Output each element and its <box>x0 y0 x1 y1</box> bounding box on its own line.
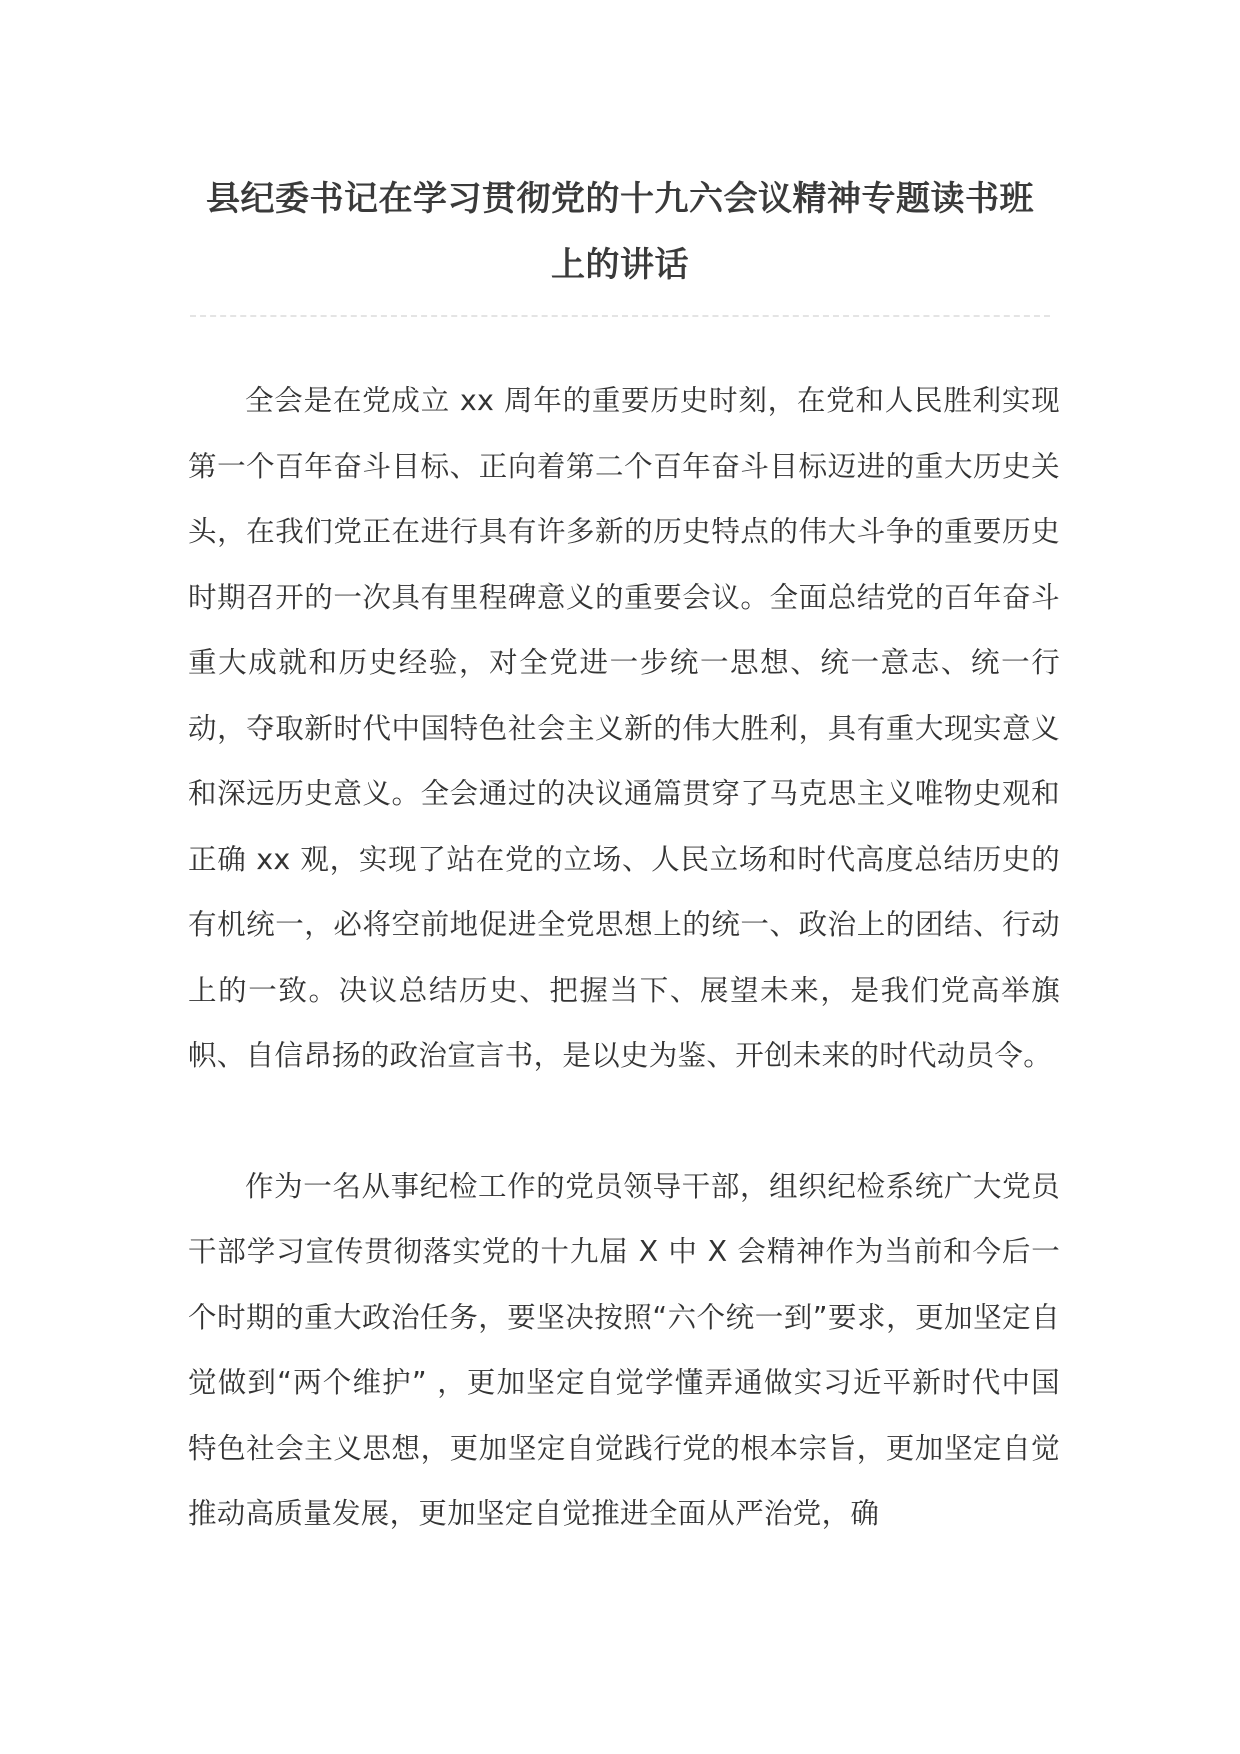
body-paragraph: 全会是在党成立 xx 周年的重要历史时刻，在党和人民胜利实现第一个百年奋斗目标、正向着第二个百年奋斗目标迈进的重大历史关头，在我们党正在进行具有许多新的历史特点的伟大斗争的重要历史时期召开的一次具有里程碑意义的重要会议。全面总结党的百年奋斗重大成就和历史经验，对全党进一步统一思想、统一意志、统一行动，夺取新时代中国特色社会主义新的伟大胜利，具有重大现实意义和深远历史意义。全会通过的决议通篇贯穿了马克思主义唯物史观和正确 xx 观，实现了站在党的立场、人民立场和时代高度总结历史的有机统一，必将空前地促进全党思想上的统一、政治上的团结、行动上的一致。决议总结历史、把握当下、展望未来，是我们党高举旗帜、自信昂扬的政治宣言书，是以史为鉴、开创未来的时代动员令。 <box>188 384 1060 1072</box>
document-title: 县纪委书记在学习贯彻党的十九六会议精神专题读书班上的讲话 <box>206 179 1034 285</box>
title-divider <box>190 315 1050 317</box>
body-paragraph: 作为一名从事纪检工作的党员领导干部，组织纪检系统广大党员干部学习宣传贯彻落实党的十九届 X 中 X 会精神作为当前和今后一个时期的重大政治任务，要坚决按照“六个统一到”要求，更加坚定自觉做到“两个维护” ，更加坚定自觉学懂弄通做实习近平新时代中国特色社会主义思想，更加坚定自觉践行党的根本宗旨，更加坚定自觉推动高质量发展，更加坚定自觉推进全面从严治党，确 <box>188 1169 1060 1530</box>
document-body <box>188 368 1060 1547</box>
